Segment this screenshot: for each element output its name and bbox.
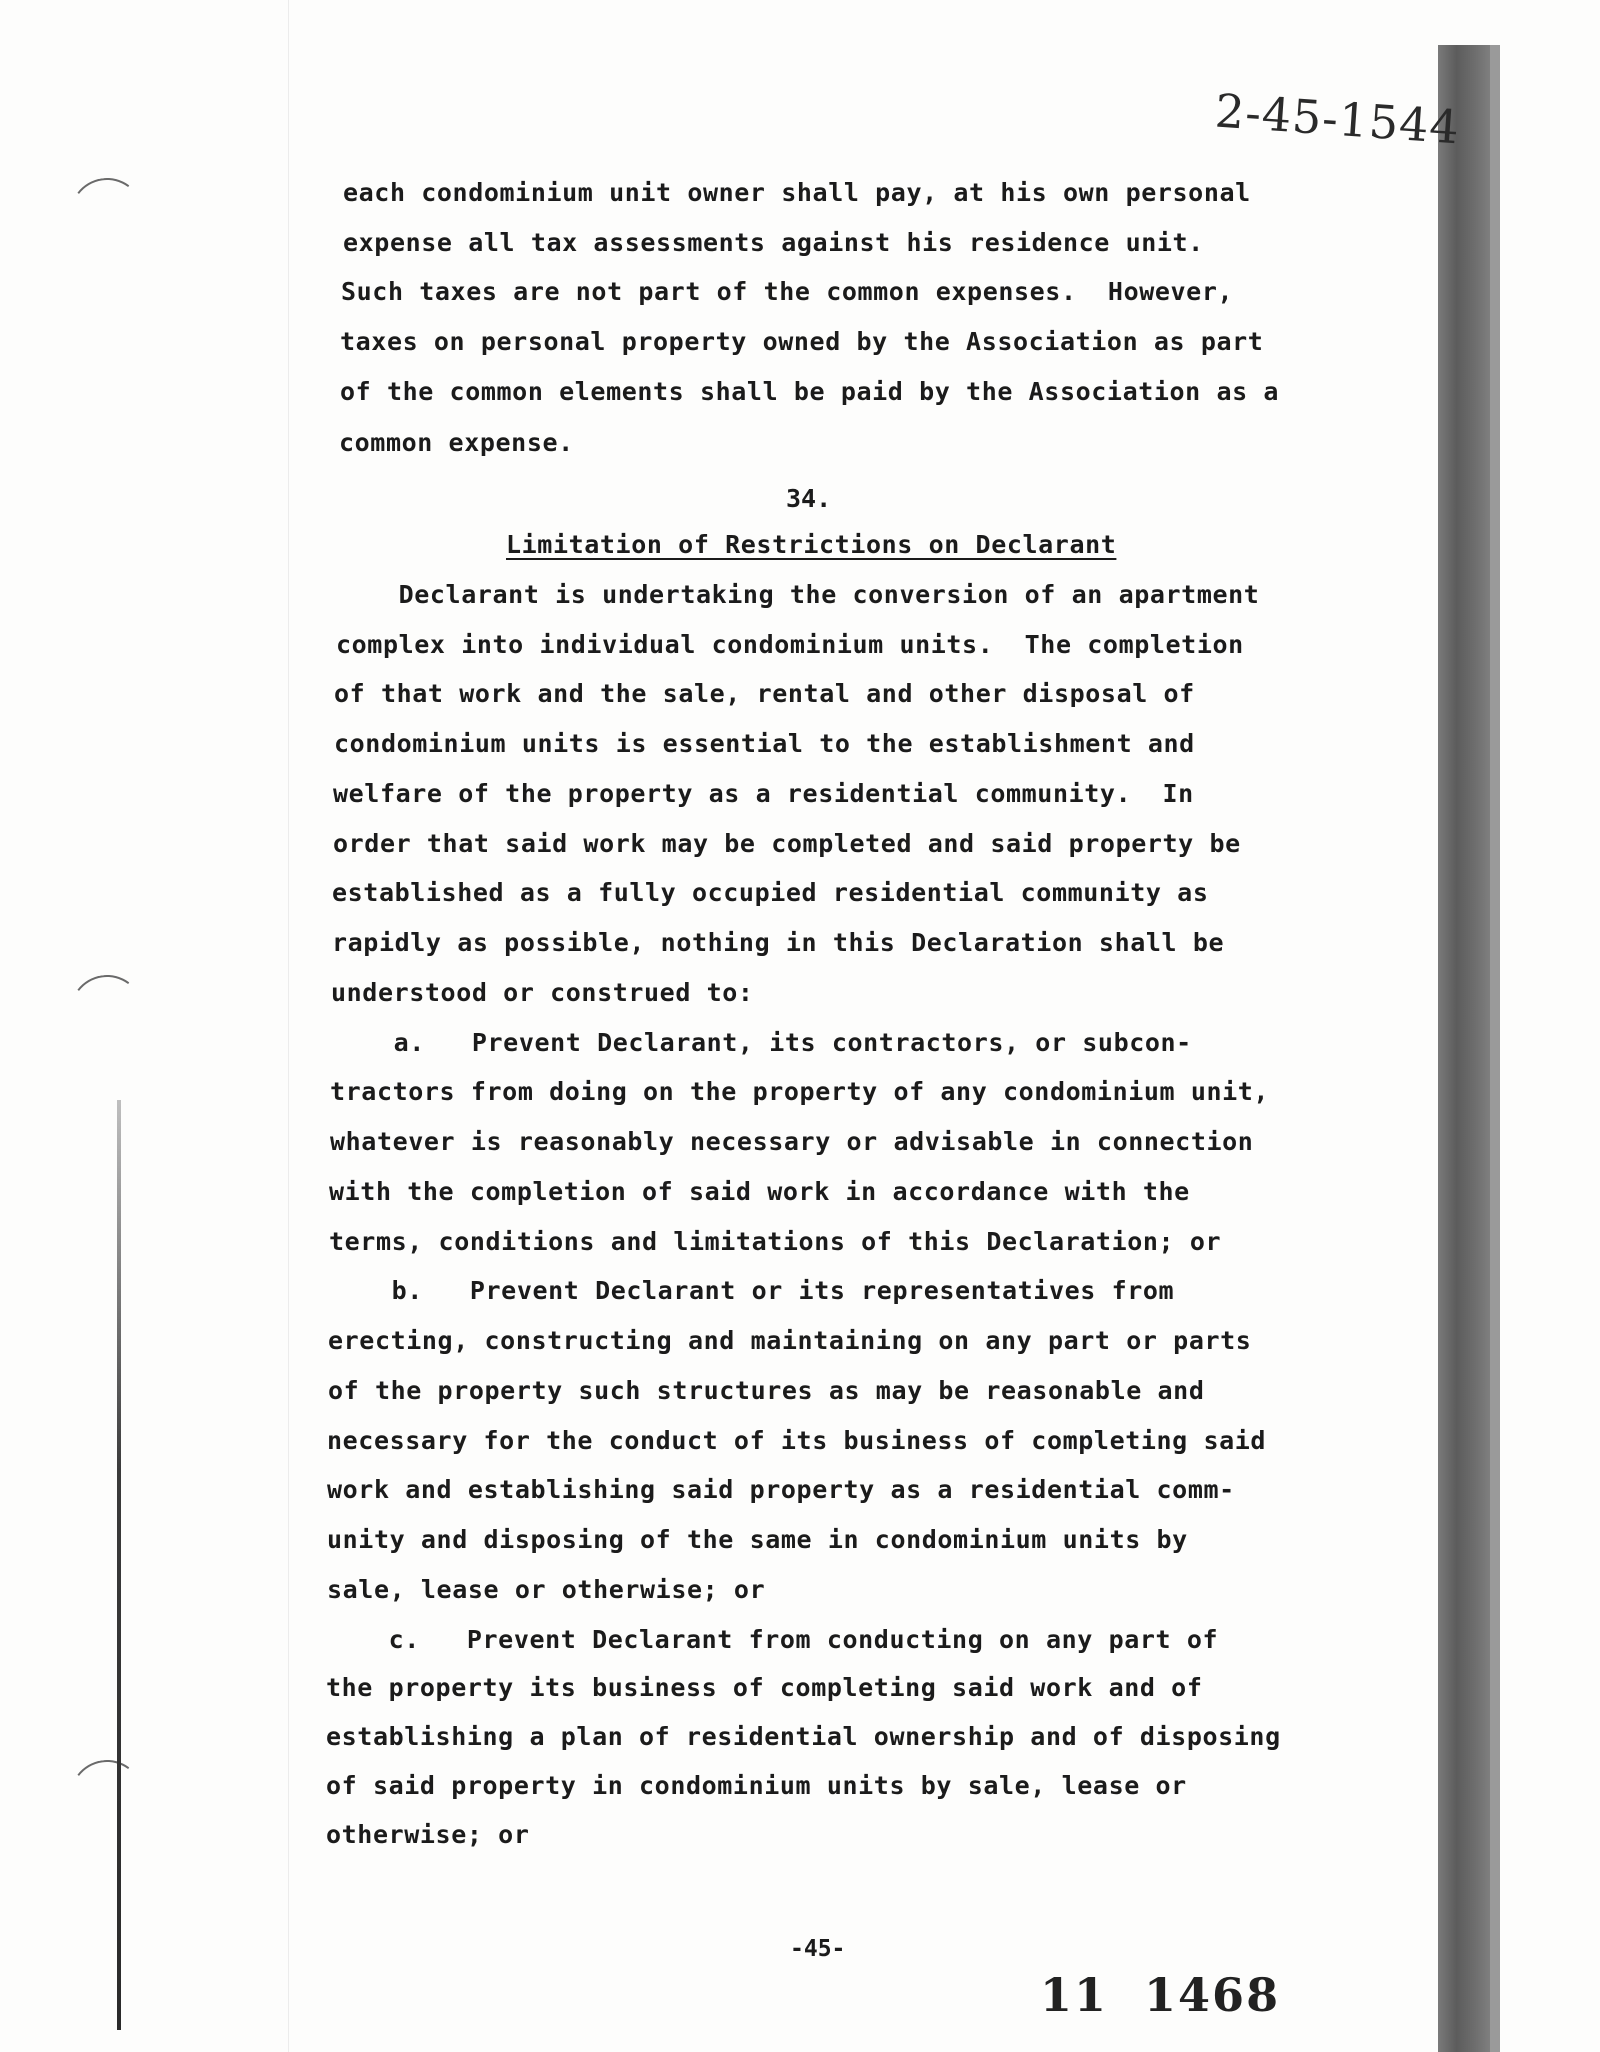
intro-line: expense all tax assessments against his residence unit. <box>343 228 1204 257</box>
body-line: rapidly as possible, nothing in this Declaration shall be <box>332 928 1225 957</box>
body-line: order that said work may be completed and said property be <box>333 829 1241 858</box>
body-line: Declarant is undertaking the conversion of an apartment <box>336 580 1260 609</box>
body-line: terms, conditions and limitations of this Declaration; or <box>329 1227 1222 1256</box>
page-number: -45- <box>790 1936 846 1962</box>
page-fold-line <box>288 0 289 2052</box>
body-line: understood or construed to: <box>331 978 754 1007</box>
body-line: erecting, constructing and maintaining on any part or parts <box>328 1326 1252 1355</box>
body-line: established as a fully occupied residential community as <box>332 878 1209 907</box>
list-item-b: b. Prevent Declarant or its representatives from <box>329 1276 1175 1305</box>
left-scan-edge <box>117 1100 121 2030</box>
list-item-a: a. Prevent Declarant, its contractors, or subcon- <box>331 1028 1192 1057</box>
body-line: unity and disposing of the same in condominium units by <box>327 1525 1188 1554</box>
binding-hole-top <box>65 173 149 257</box>
body-line: welfare of the property as a residential community. In <box>333 779 1194 808</box>
section-number: 34. <box>786 484 832 513</box>
body-line: work and establishing said property as a residential comm- <box>327 1475 1235 1504</box>
intro-line: Such taxes are not part of the common expenses. However, <box>341 277 1234 306</box>
body-line: necessary for the conduct of its business of completing said <box>327 1426 1267 1455</box>
body-line: of the property such structures as may be reasonable and <box>328 1376 1205 1405</box>
recording-stamp: 11 1468 <box>1040 1968 1281 2022</box>
body-line: of said property in condominium units by sale, lease or <box>326 1771 1187 1800</box>
binding-hole-middle <box>65 970 149 1054</box>
section-title: Limitation of Restrictions on Declarant <box>506 530 1117 559</box>
intro-line: of the common elements shall be paid by the Association as a <box>340 377 1280 406</box>
handwritten-document-number: 2-45-1544 <box>1213 83 1462 155</box>
body-line: tractors from doing on the property of any condominium unit, <box>330 1077 1270 1106</box>
body-line: of that work and the sale, rental and other disposal of <box>334 679 1195 708</box>
body-line: whatever is reasonably necessary or advisable in connection <box>330 1127 1254 1156</box>
right-scan-edge <box>1438 45 1500 2052</box>
body-line: with the completion of said work in accordance with the <box>329 1177 1190 1206</box>
intro-line: common expense. <box>339 428 574 457</box>
binding-hole-bottom <box>65 1755 149 1839</box>
body-line: the property its business of completing said work and of <box>326 1673 1203 1702</box>
body-line: otherwise; or <box>326 1820 530 1849</box>
body-line: establishing a plan of residential ownership and of disposing <box>326 1722 1281 1751</box>
intro-line: taxes on personal property owned by the Association as part <box>340 327 1264 356</box>
body-line: sale, lease or otherwise; or <box>327 1575 766 1604</box>
body-line: complex into individual condominium units. The completion <box>336 630 1244 659</box>
body-line: condominium units is essential to the establishment and <box>334 729 1195 758</box>
intro-line: each condominium unit owner shall pay, at his own personal <box>343 178 1251 207</box>
list-item-c: c. Prevent Declarant from conducting on any part of <box>326 1625 1219 1654</box>
